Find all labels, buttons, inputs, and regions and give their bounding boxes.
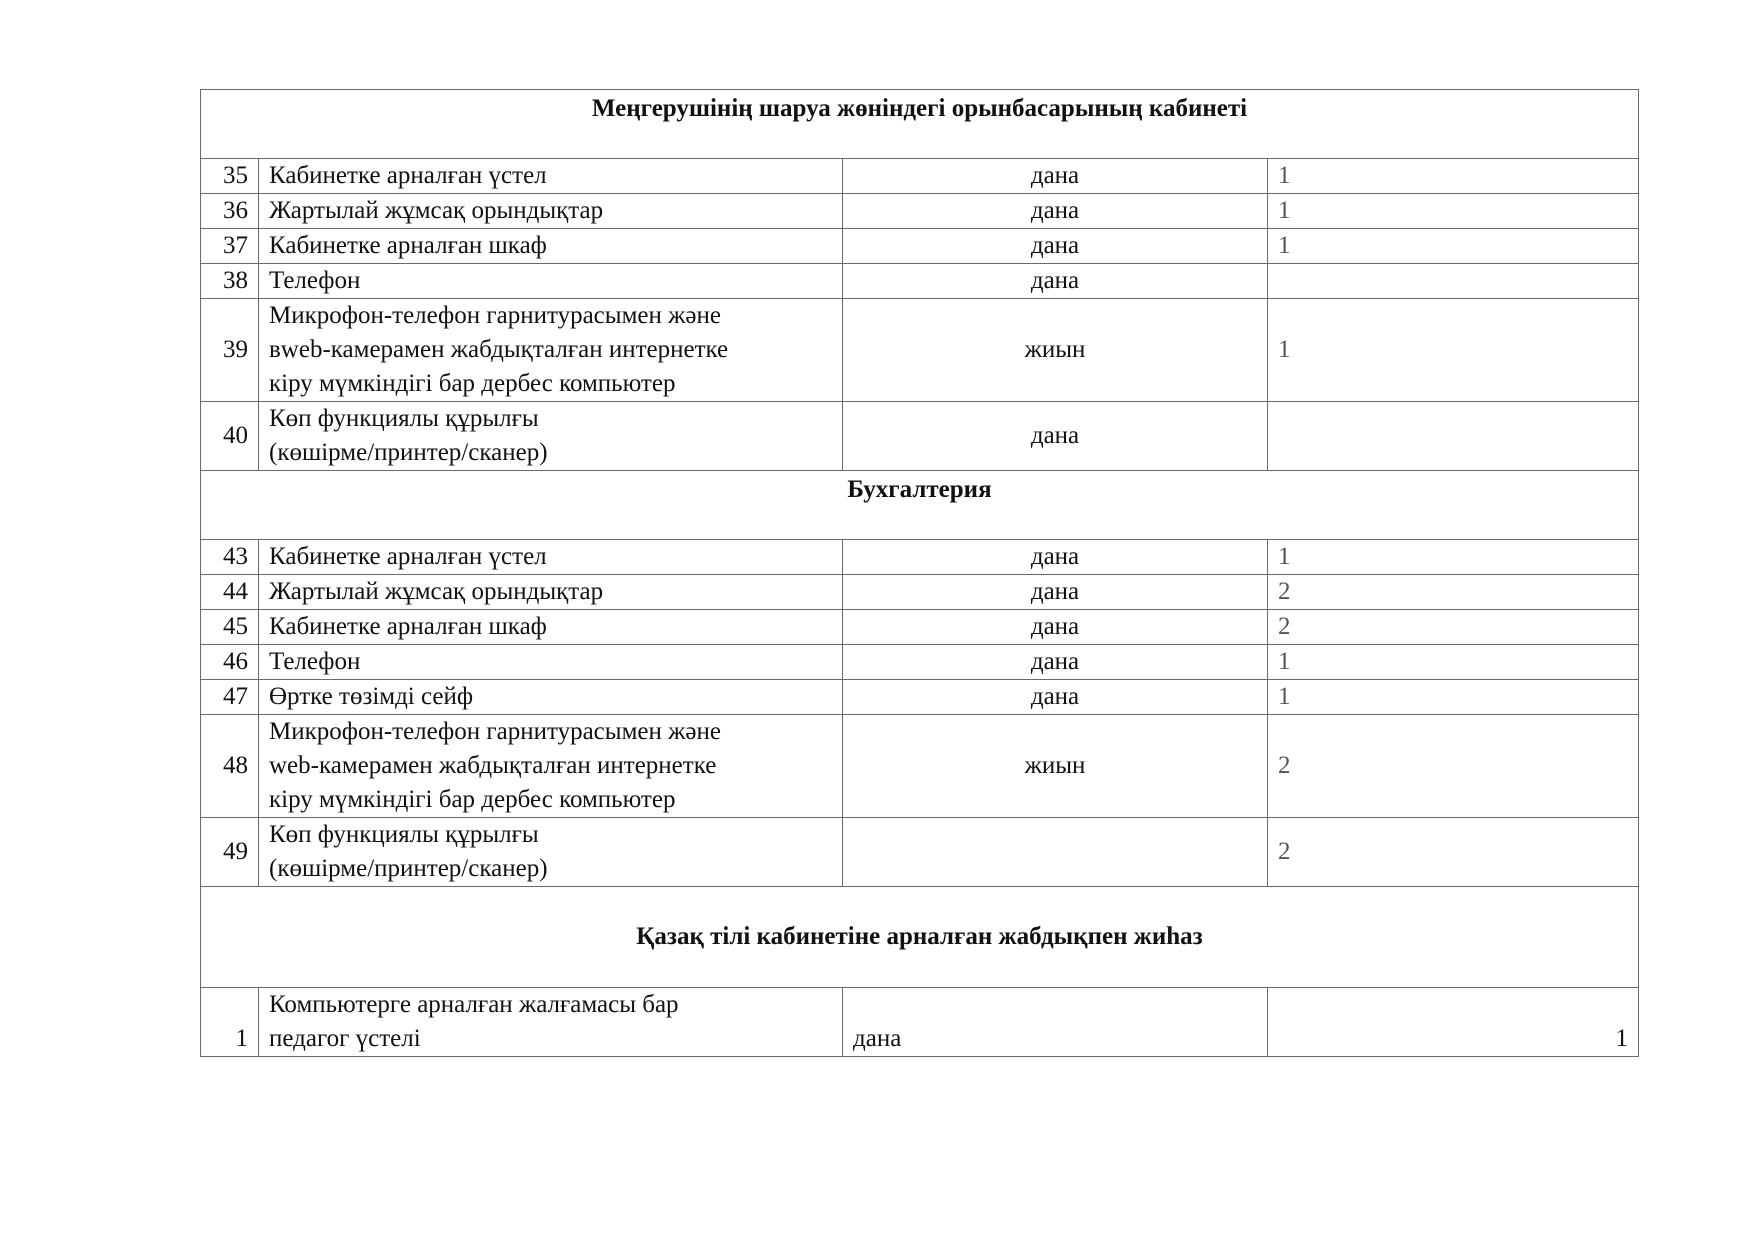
- item-quantity: 1: [1268, 159, 1639, 194]
- item-quantity: 1: [1268, 299, 1639, 402]
- item-name-line: (көшірме/принтер/сканер): [269, 855, 548, 882]
- item-quantity: 1: [1268, 988, 1639, 1057]
- table-row: [201, 540, 1639, 575]
- row-number: 49: [201, 818, 259, 887]
- item-name: Кабинетке арналған шкаф: [259, 610, 843, 645]
- table-row: [201, 988, 1639, 1057]
- item-name-line: Микрофон-телефон гарнитурасымен және: [269, 718, 721, 745]
- item-name: [259, 988, 843, 1057]
- item-unit: дана: [843, 645, 1268, 680]
- item-name: [259, 299, 843, 402]
- table-row: [201, 402, 1639, 471]
- item-name-line: web-камерамен жабдықталған интернетке: [269, 752, 717, 779]
- section-header: [201, 887, 1639, 988]
- item-name: Жартылай жұмсақ орындықтар: [259, 575, 843, 610]
- item-unit: [843, 818, 1268, 887]
- item-unit: дана: [843, 194, 1268, 229]
- item-unit: жиын: [843, 299, 1268, 402]
- equipment-table: [200, 89, 1639, 1057]
- item-unit: дана: [843, 402, 1268, 471]
- item-name: Телефон: [259, 645, 843, 680]
- table-row: [201, 610, 1639, 645]
- item-name-line: Компьютерге арналған жалғамасы бар: [269, 991, 679, 1018]
- section-title: Меңгерушінің шаруа жөніндегі орынбасарының кабинеті: [201, 90, 1639, 159]
- item-name: [259, 715, 843, 818]
- table-row: [201, 645, 1639, 680]
- item-quantity: 2: [1268, 610, 1639, 645]
- item-quantity: 1: [1268, 645, 1639, 680]
- item-name-line: вweb-камерамен жабдықталған интернетке: [269, 336, 729, 363]
- item-name-line: педагог үстелі: [269, 1025, 421, 1052]
- item-unit: жиын: [843, 715, 1268, 818]
- row-number: 48: [201, 715, 259, 818]
- item-quantity: [1268, 264, 1639, 299]
- item-unit: дана: [843, 988, 1268, 1057]
- item-quantity: 1: [1268, 194, 1639, 229]
- row-number: 37: [201, 229, 259, 264]
- item-quantity: 1: [1268, 540, 1639, 575]
- row-number: 36: [201, 194, 259, 229]
- item-name-line: кіру мүмкіндігі бар дербес компьютер: [269, 370, 676, 397]
- item-unit: дана: [843, 159, 1268, 194]
- table-row: [201, 575, 1639, 610]
- item-unit: дана: [843, 264, 1268, 299]
- row-number: 43: [201, 540, 259, 575]
- row-number: 39: [201, 299, 259, 402]
- item-name: [259, 818, 843, 887]
- item-name: Жартылай жұмсақ орындықтар: [259, 194, 843, 229]
- row-number: 35: [201, 159, 259, 194]
- row-number: 47: [201, 680, 259, 715]
- item-quantity: 2: [1268, 818, 1639, 887]
- item-name-line: кіру мүмкіндігі бар дербес компьютер: [269, 786, 676, 813]
- item-name-line: (көшірме/принтер/сканер): [269, 439, 548, 466]
- section-header: [201, 90, 1639, 159]
- item-name-line: Көп функциялы құрылғы: [269, 405, 539, 432]
- row-number: 40: [201, 402, 259, 471]
- item-quantity: 1: [1268, 229, 1639, 264]
- row-number: 45: [201, 610, 259, 645]
- table-row: [201, 159, 1639, 194]
- table-row: [201, 264, 1639, 299]
- row-number: 44: [201, 575, 259, 610]
- section-title: Бухгалтерия: [201, 471, 1639, 540]
- table-row: [201, 818, 1639, 887]
- item-quantity: 1: [1268, 680, 1639, 715]
- item-unit: дана: [843, 680, 1268, 715]
- table-row: [201, 715, 1639, 818]
- item-name: Кабинетке арналған үстел: [259, 159, 843, 194]
- table-row: [201, 680, 1639, 715]
- table-row: [201, 299, 1639, 402]
- item-name: Кабинетке арналған шкаф: [259, 229, 843, 264]
- row-number: 46: [201, 645, 259, 680]
- row-number: 38: [201, 264, 259, 299]
- item-name-line: Көп функциялы құрылғы: [269, 821, 539, 848]
- item-name: Өртке төзімді сейф: [259, 680, 843, 715]
- item-unit: дана: [843, 610, 1268, 645]
- item-unit: дана: [843, 229, 1268, 264]
- section-title: Қазақ тілі кабинетіне арналған жабдықпен жиһаз: [201, 887, 1639, 988]
- item-name: Кабинетке арналған үстел: [259, 540, 843, 575]
- item-unit: дана: [843, 575, 1268, 610]
- row-number: 1: [201, 988, 259, 1057]
- item-quantity: [1268, 402, 1639, 471]
- item-quantity: 2: [1268, 715, 1639, 818]
- item-unit: дана: [843, 540, 1268, 575]
- table-row: [201, 229, 1639, 264]
- item-name-line: Микрофон-телефон гарнитурасымен және: [269, 302, 721, 329]
- item-name: Телефон: [259, 264, 843, 299]
- table-row: [201, 194, 1639, 229]
- section-header: [201, 471, 1639, 540]
- item-name: [259, 402, 843, 471]
- item-quantity: 2: [1268, 575, 1639, 610]
